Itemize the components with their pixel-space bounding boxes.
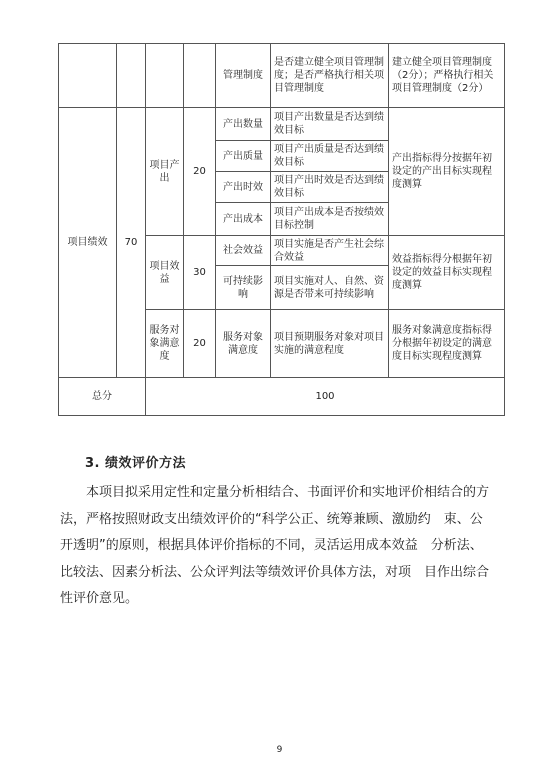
satisfaction-standard: 服务对象满意度指标得分根据年初设定的满意度目标实现程度测算 xyxy=(389,310,505,378)
output-item-name: 产出成本 xyxy=(216,203,271,236)
table-cell xyxy=(117,44,146,108)
table-cell xyxy=(184,44,216,108)
page-number: 9 xyxy=(276,745,283,755)
benefit-standard: 效益指标得分根据年初设定的效益目标实现程度测算 xyxy=(389,236,505,310)
output-item-name: 产出时效 xyxy=(216,172,271,203)
satisfaction-label: 服务对象满意度 xyxy=(146,310,184,378)
satisfaction-score: 20 xyxy=(184,310,216,378)
project-performance-label: 项目绩效 xyxy=(59,108,117,378)
output-item-desc: 项目产出数量是否达到绩效目标 xyxy=(271,108,389,141)
table-cell xyxy=(146,44,184,108)
output-item-desc: 项目产出质量是否达到绩效目标 xyxy=(271,141,389,172)
scoring-standard: 建立健全项目管理制度（2分）；严格执行相关项目管理制度（2分） xyxy=(389,44,505,108)
table-row xyxy=(59,378,505,416)
section-heading: 3. 绩效评价方法 xyxy=(85,456,187,471)
benefit-item-name: 可持续影响 xyxy=(216,266,271,310)
satisfaction-item-name: 服务对象满意度 xyxy=(216,310,271,378)
indicator-description: 是否建立健全项目管理制度；是否严格执行相关项目管理制度 xyxy=(271,44,389,108)
output-label: 项目产出 xyxy=(146,108,184,236)
section-paragraph: 本项目拟采用定性和定量分析相结合、书面评价和实地评价相结合的方法，严格按照财政支出绩效评价的“科学公正、统筹兼顾、激励约 束、公开透明”的原则，根据具体评价指标的不同，灵活运用成本效益 分析法、比较法、因素分析法、公众评判法等绩效评价具体方法，对项 目作出综合性评价意见。 xyxy=(60,485,490,606)
benefit-item-name: 社会效益 xyxy=(216,236,271,266)
section-body xyxy=(60,480,490,613)
table-row xyxy=(59,44,505,108)
output-standard: 产出指标得分按据年初设定的产出目标实现程度测算 xyxy=(389,108,505,236)
benefit-label: 项目效益 xyxy=(146,236,184,310)
total-label: 总分 xyxy=(59,378,146,416)
output-item-name: 产出数量 xyxy=(216,108,271,141)
level3-indicator-management: 管理制度 xyxy=(216,44,271,108)
output-item-desc: 项目产出时效是否达到绩效目标 xyxy=(271,172,389,203)
table-row xyxy=(59,108,505,141)
evaluation-table xyxy=(58,43,505,416)
benefit-score: 30 xyxy=(184,236,216,310)
benefit-item-desc: 项目实施对人、自然、资源是否带来可持续影响 xyxy=(271,266,389,310)
benefit-item-desc: 项目实施是否产生社会综合效益 xyxy=(271,236,389,266)
output-score: 20 xyxy=(184,108,216,236)
output-item-name: 产出质量 xyxy=(216,141,271,172)
project-performance-score: 70 xyxy=(117,108,146,378)
table-cell xyxy=(59,44,117,108)
output-item-desc: 项目产出成本是否按绩效目标控制 xyxy=(271,203,389,236)
satisfaction-item-desc: 项目预期服务对象对项目实施的满意程度 xyxy=(271,310,389,378)
total-value: 100 xyxy=(146,378,505,416)
